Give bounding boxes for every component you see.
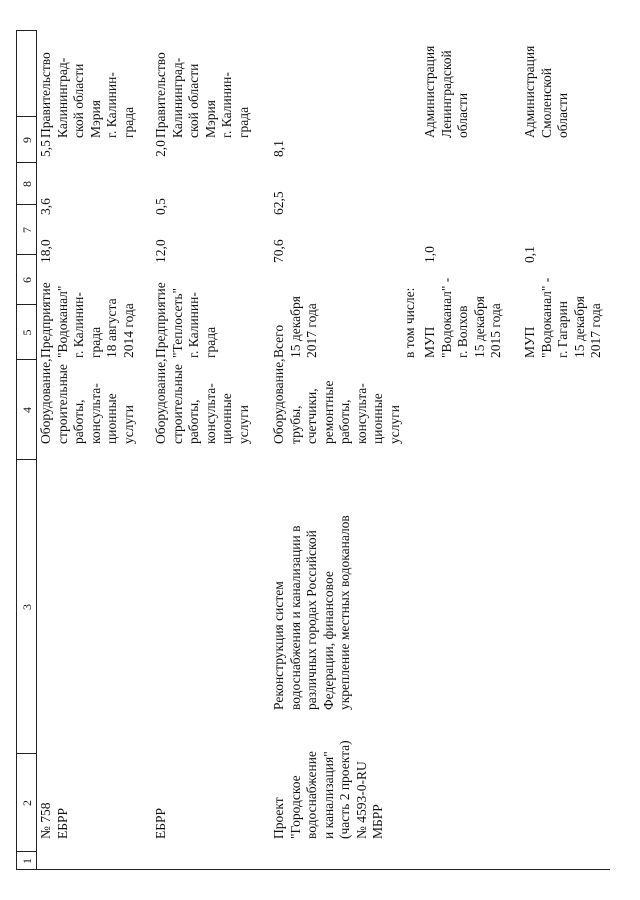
borrower-cell: МУП "Водоканал" - г. Гагарин 15 декабря 2017 года: [522, 277, 603, 358]
column-number: 8: [20, 181, 34, 187]
project-cell: Проект "Городское водоснабжение и канализация" (часть 2 проекта) № 4593-0-RU МБРР: [271, 740, 385, 839]
table-left-border: [16, 869, 610, 870]
borrower-cell: МУП "Водоканал" - г. Волхов 15 декабря 2015 года: [422, 277, 503, 358]
column-number: 6: [20, 277, 34, 283]
borrower-cell: Всего 15 декабря 2017 года: [271, 296, 319, 358]
column-number: 2: [20, 800, 34, 806]
goods-cell: Оборудование, строительные работы, консульта- ционные услуги: [38, 358, 136, 444]
guarantor-cell: Администрация Ленинградской области: [422, 45, 470, 138]
amount-cell: 12,0: [153, 239, 168, 263]
header-bottom-border: [36, 30, 37, 870]
guarantor-cell: Правительство Калининград- ской области Мэрия г. Калинин- града: [153, 52, 251, 138]
purpose-cell: Реконструкция систем водоснабжения и канализации в различных городах Российской Федерации, финансовое укрепление местных водоканалов: [271, 515, 352, 710]
borrower-cell: Предприятие "Теплосеть" г. Калинин- града: [153, 282, 218, 358]
lender-cell: № 758 ЕБРР: [38, 802, 70, 839]
goods-cell: Оборудование, строительные работы, консульта- ционные услуги: [153, 358, 251, 444]
column-number: 1: [20, 858, 34, 864]
amount-cell: 2,0: [153, 140, 168, 157]
borrower-cell: Предприятие "Водоканал" г. Калинин- града 18 августа 2014 года: [38, 282, 136, 358]
amount-cell: 5,5: [38, 140, 53, 157]
column-number: 9: [20, 137, 34, 143]
amount-cell: 3,6: [38, 198, 53, 215]
including-label: в том числе:: [402, 287, 417, 358]
column-number: 3: [20, 604, 34, 610]
header-top-border: [16, 30, 17, 870]
guarantor-cell: Правительство Калининград- ской области Мэрия г. Калинин- града: [38, 52, 136, 138]
amount-cell: 62,5: [271, 191, 286, 215]
column-number: 4: [20, 407, 34, 413]
lender-cell: ЕБРР: [153, 807, 168, 839]
amount-cell: 18,0: [38, 239, 53, 263]
table-right-border: [16, 30, 37, 31]
amount-cell: 8,1: [271, 140, 286, 157]
amount-cell: 1,0: [422, 246, 437, 263]
amount-cell: 0,5: [153, 198, 168, 215]
goods-cell: Оборудование, трубы, счетчики, ремонтные работы, консульта- ционные услуги: [271, 358, 402, 444]
column-number: 5: [20, 329, 34, 336]
amount-cell: 0,1: [522, 246, 537, 263]
amount-cell: 70,6: [271, 239, 286, 263]
column-number: 7: [20, 227, 34, 233]
guarantor-cell: Администрация Смоленской области: [522, 45, 570, 138]
